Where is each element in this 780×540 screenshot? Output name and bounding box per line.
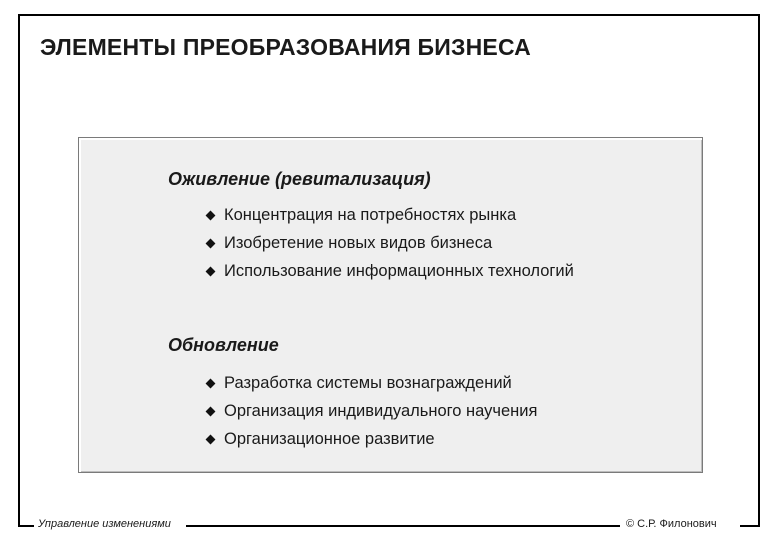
footer-course-name: Управление изменениями <box>38 518 171 530</box>
list-item <box>205 201 574 229</box>
diamond-bullet-icon <box>206 434 216 444</box>
list-item-text: Использование информационных технологий <box>224 261 574 280</box>
list-item <box>205 257 574 285</box>
revitalization-list <box>205 201 574 285</box>
section-heading-renewal: Обновление <box>168 335 279 355</box>
diamond-bullet-icon <box>206 378 216 388</box>
footer-rule-middle <box>186 525 620 527</box>
list-item <box>205 229 574 257</box>
diamond-bullet-icon <box>206 406 216 416</box>
list-item <box>205 397 537 425</box>
list-item-text: Изобретение новых видов бизнеса <box>224 233 493 252</box>
list-item-text: Концентрация на потребностях рынка <box>224 205 517 224</box>
footer-rule-right <box>740 525 760 527</box>
list-item-text: Организационное развитие <box>224 429 435 448</box>
footer-copyright: © С.Р. Филонович <box>626 518 717 530</box>
diamond-bullet-icon <box>206 238 216 248</box>
footer-rule-left <box>18 525 34 527</box>
renewal-list <box>205 369 537 453</box>
section-heading-revitalization: Оживление (ревитализация) <box>168 169 431 189</box>
list-item-text: Организация индивидуального научения <box>224 401 538 420</box>
list-item <box>205 369 537 397</box>
slide-title: ЭЛЕМЕНТЫ ПРЕОБРАЗОВАНИЯ БИЗНЕСА <box>40 34 531 60</box>
list-item <box>205 425 537 453</box>
diamond-bullet-icon <box>206 210 216 220</box>
list-item-text: Разработка системы вознаграждений <box>224 373 512 392</box>
diamond-bullet-icon <box>206 266 216 276</box>
